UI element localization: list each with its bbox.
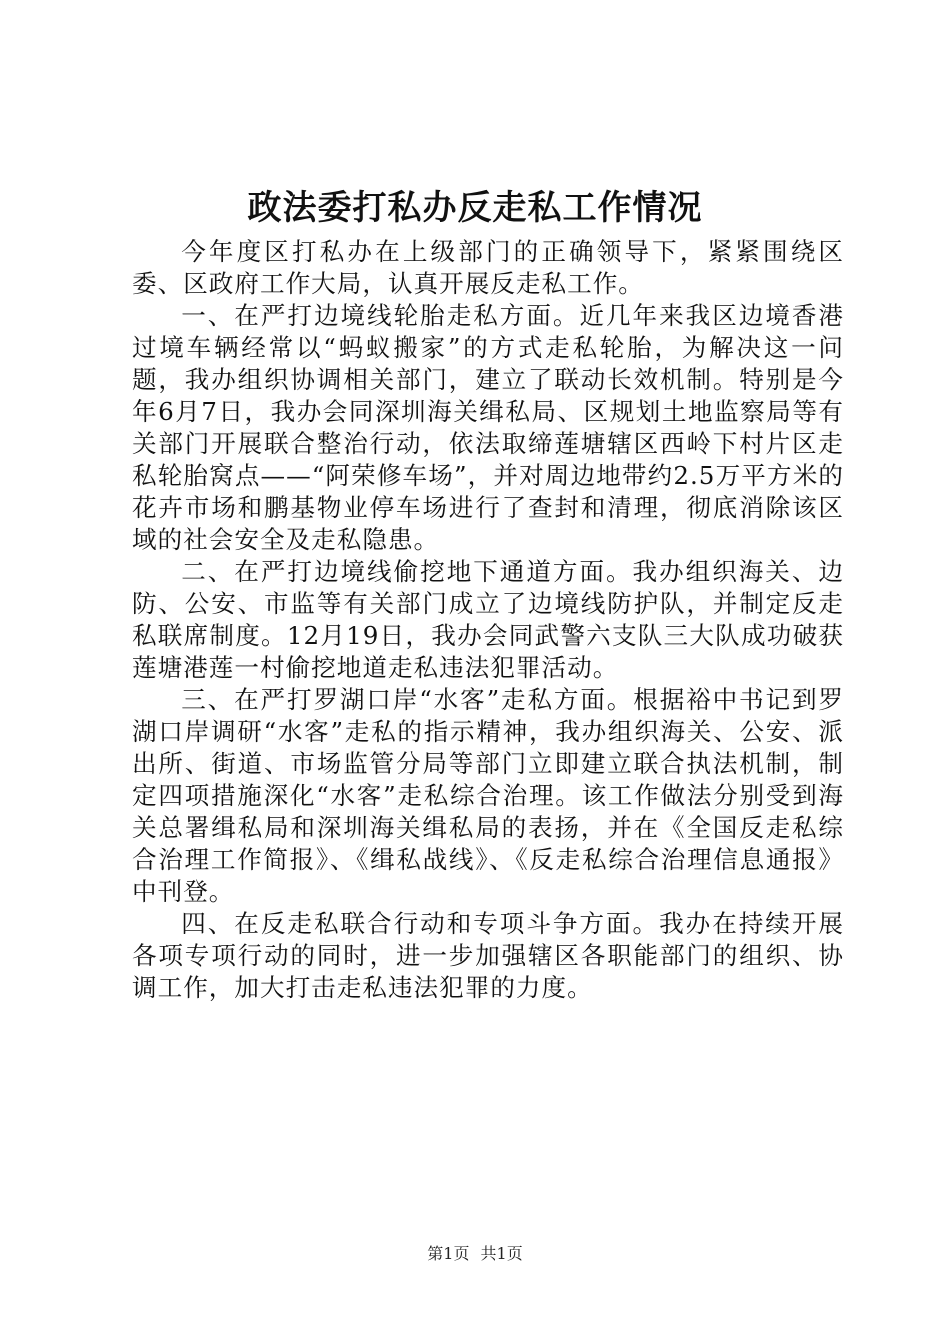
- page-title: 政法委打私办反走私工作情况: [247, 188, 703, 228]
- paragraph-section-2: 二、在严打边境线偷挖地下通道方面。我办组织海关、边防、公安、市监等有关部门成立了边境线防护队，并制定反走私联席制度。12月19日，我办会同武警六支队三大队成功破获莲塘港莲一村偷挖地道走私违法犯罪活动。: [132, 557, 844, 682]
- paragraph-section-4: 四、在反走私联合行动和专项斗争方面。我办在持续开展各项专项行动的同时，进一步加强辖区各职能部门的组织、协调工作，加大打击走私违法犯罪的力度。: [132, 909, 844, 1002]
- document-body: [132, 236, 844, 1004]
- paragraph-intro: 今年度区打私办在上级部门的正确领导下，紧紧围绕区委、区政府工作大局，认真开展反走私工作。: [132, 237, 844, 298]
- paragraph-section-1: 一、在严打边境线轮胎走私方面。近几年来我区边境香港过境车辆经常以“蚂蚁搬家”的方式走私轮胎，为解决这一问题，我办组织协调相关部门，建立了联动长效机制。特别是今年6月7日，我办会同深圳海关缉私局、区规划土地监察局等有关部门开展联合整治行动，依法取缔莲塘辖区西岭下村片区走私轮胎窝点——“阿荣修车场”，并对周边地带约2.5万平方米的花卉市场和鹏基物业停车场进行了查封和清理，彻底消除该区域的社会安全及走私隐患。: [132, 301, 844, 554]
- paragraph-section-3: 三、在严打罗湖口岸“水客”走私方面。根据裕中书记到罗湖口岸调研“水客”走私的指示精神，我办组织海关、公安、派出所、街道、市场监管分局等部门立即建立联合执法机制，制定四项措施深化“水客”走私综合治理。该工作做法分别受到海关总署缉私局和深圳海关缉私局的表扬，并在《全国反走私综合治理工作简报》、《缉私战线》、《反走私综合治理信息通报》中刊登。: [132, 685, 844, 906]
- page-number: 第1页: [427, 1244, 470, 1263]
- page-footer: [0, 1242, 950, 1266]
- page-total: 共1页: [480, 1244, 523, 1263]
